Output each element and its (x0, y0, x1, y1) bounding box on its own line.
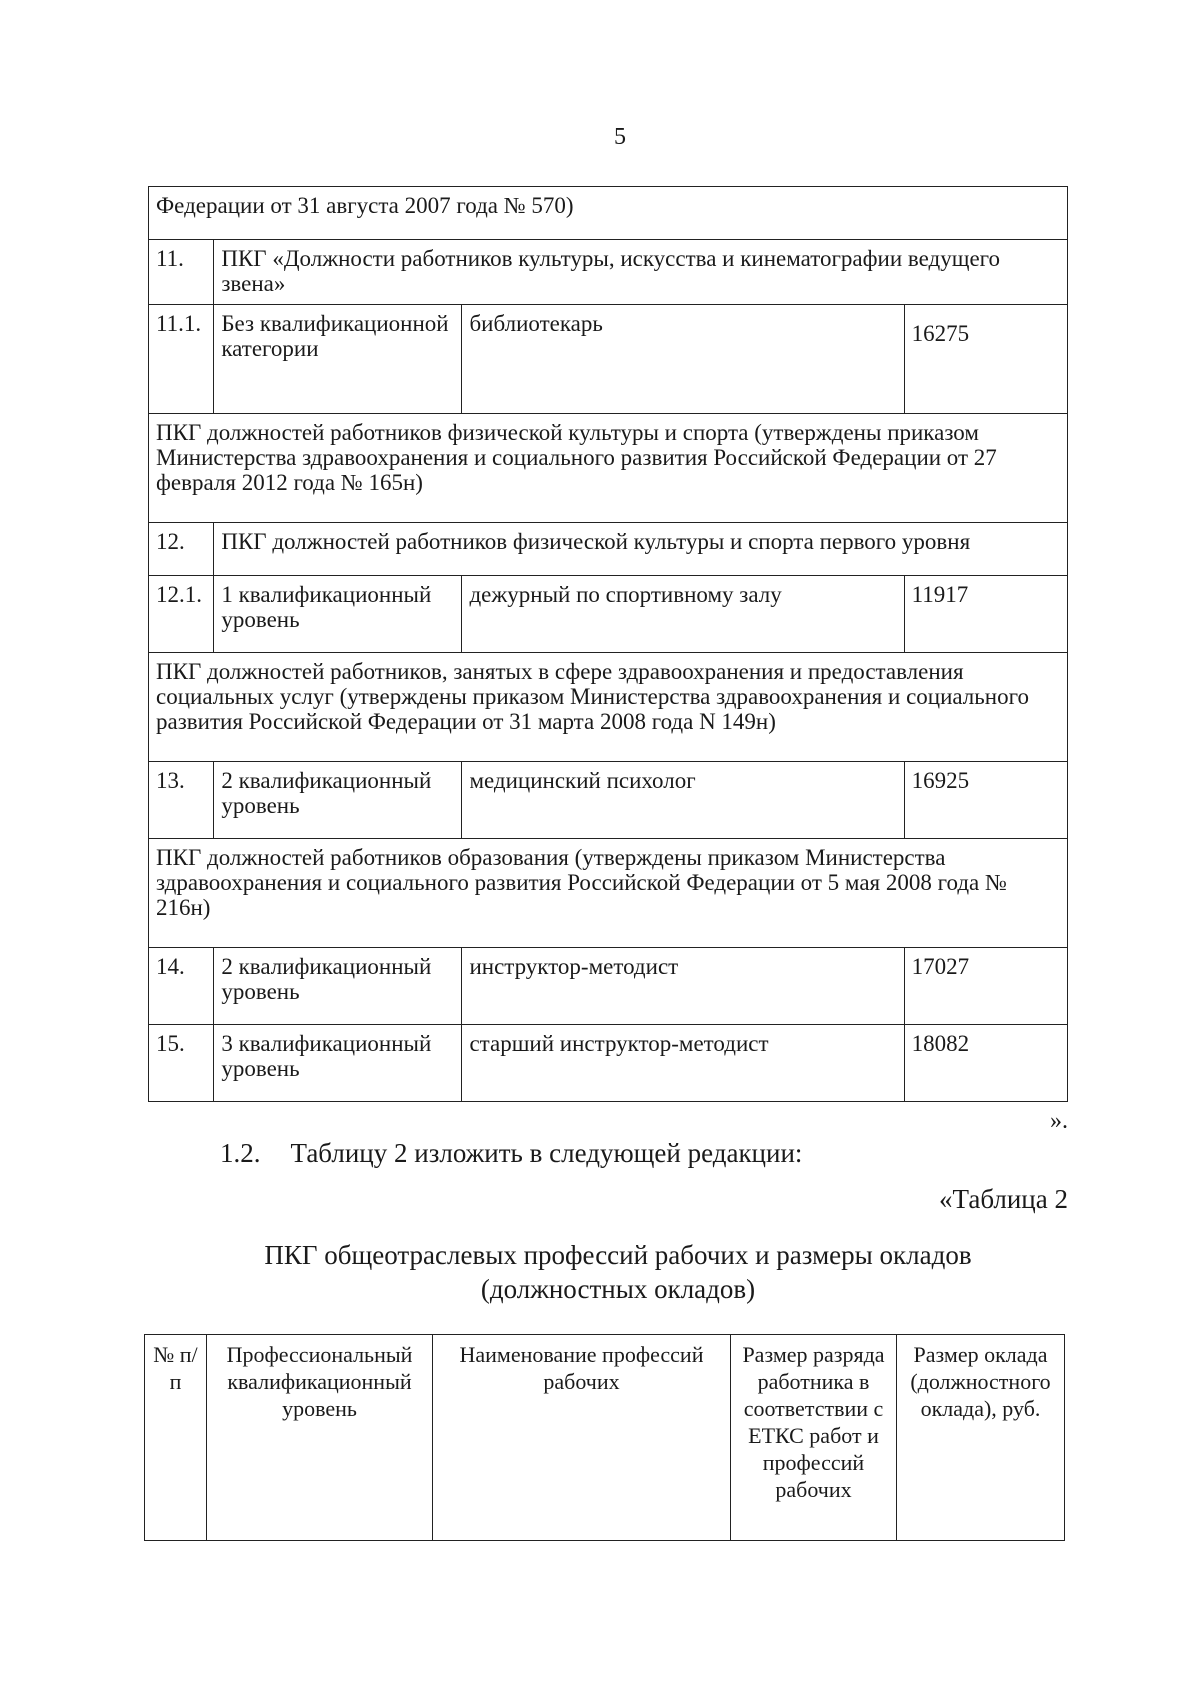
qualification-level: 2 квалификационный уровень (214, 948, 462, 1025)
salary-table-continued (148, 186, 1068, 1102)
header-qualification-level: Профессиональный квалификационный уровень (207, 1335, 433, 1541)
table-row (149, 1025, 1068, 1102)
table-row (149, 653, 1068, 762)
profession-name: дежурный по спортивному залу (462, 576, 904, 653)
row-number: 14. (149, 948, 214, 1025)
header-grade: Размер разряда работника в соответствии с ЕТКС работ и профессий рабочих (731, 1335, 897, 1541)
qualification-level: 1 квалификационный уровень (214, 576, 462, 653)
table-label: «Таблица 2 (939, 1184, 1068, 1214)
salary-value: 16925 (904, 762, 1067, 839)
salary-value (904, 305, 1067, 414)
table-row (149, 839, 1068, 948)
table-title (148, 1238, 1088, 1306)
qualification-level: 2 квалификационный уровень (214, 762, 462, 839)
table-row (149, 523, 1068, 576)
instruction-text: Таблицу 2 изложить в следующей редакции: (290, 1138, 803, 1168)
profession-name: старший инструктор-методист (462, 1025, 904, 1102)
header-salary: Размер оклада (должностного оклада), руб. (897, 1335, 1065, 1541)
closing-quote: ». (1050, 1108, 1068, 1134)
profession-name: библиотекарь (462, 305, 904, 414)
salary-value: 17027 (904, 948, 1067, 1025)
section-title: ПКГ должностей работников образования (утверждены приказом Министерства здравоохранения и социального развития Российской Федерации от 5 мая 2008 года № 216н) (149, 839, 1068, 948)
salary-value: 11917 (904, 576, 1067, 653)
row-number: 12.1. (149, 576, 214, 653)
table-row (149, 576, 1068, 653)
table-row (149, 762, 1068, 839)
title-line-1: ПКГ общеотраслевых профессий рабочих и размеры окладов (264, 1240, 972, 1270)
profession-name: медицинский психолог (462, 762, 904, 839)
title-line-2: (должностных окладов) (480, 1274, 756, 1304)
table-row (149, 187, 1068, 240)
group-title: ПКГ «Должности работников культуры, искусства и кинематографии ведущего звена» (214, 240, 1068, 305)
qualification-level: 3 квалификационный уровень (214, 1025, 462, 1102)
table-cell-continuation: Федерации от 31 августа 2007 года № 570) (149, 187, 1068, 240)
header-profession-name: Наименование профессий рабочих (433, 1335, 731, 1541)
header-number: № п/п (145, 1335, 207, 1541)
salary-value: 18082 (904, 1025, 1067, 1102)
profession-name: инструктор-методист (462, 948, 904, 1025)
row-number: 11. (149, 240, 214, 305)
page-number: 5 (614, 124, 626, 150)
table-row (149, 414, 1068, 523)
row-number: 11.1. (149, 305, 214, 414)
section-title: ПКГ должностей работников, занятых в сфере здравоохранения и предоставления социальных услуг (утверждены приказом Министерства здравоохранения и социального развития Российской Федерации от 31 марта 2008 года N 149н) (149, 653, 1068, 762)
salary-text: 16275 (911, 321, 970, 346)
table-row (149, 305, 1068, 414)
instruction-number: 1.2. (220, 1138, 261, 1168)
qualification-level: Без квалификационной категории (214, 305, 462, 414)
table-row (149, 240, 1068, 305)
section-title: ПКГ должностей работников физической культуры и спорта (утверждены приказом Министерства здравоохранения и социального развития Российской Федерации от 27 февраля 2012 года № 165н) (149, 414, 1068, 523)
worker-professions-table (144, 1334, 1065, 1541)
amendment-instruction (220, 1138, 802, 1169)
row-number: 13. (149, 762, 214, 839)
table-row (149, 948, 1068, 1025)
group-title: ПКГ должностей работников физической культуры и спорта первого уровня (214, 523, 1068, 576)
table-header-row (145, 1335, 1065, 1541)
row-number: 15. (149, 1025, 214, 1102)
row-number: 12. (149, 523, 214, 576)
